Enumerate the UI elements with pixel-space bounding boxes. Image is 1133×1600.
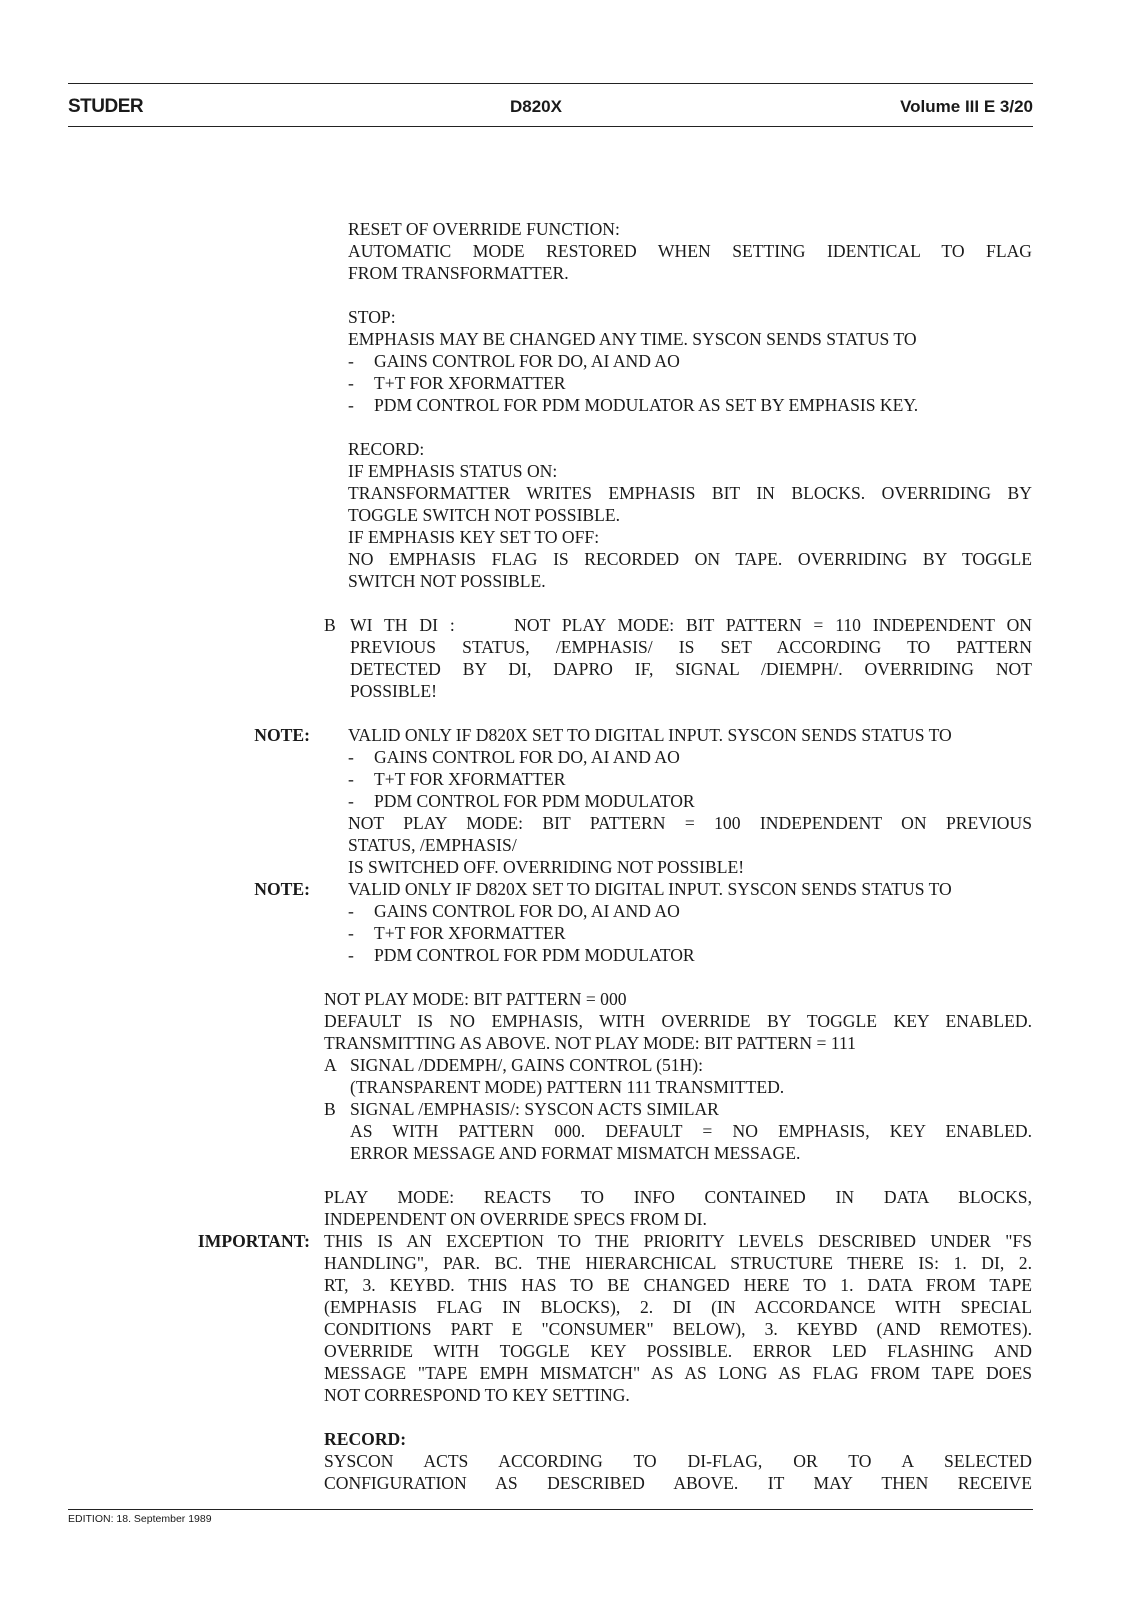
text-line: CONDITIONS PART E "CONSUMER" BELOW), 3. KEYBD (AND REMOTES).: [324, 1319, 1032, 1339]
text-line: DETECTED BY DI, DAPRO IF, SIGNAL /DIEMPH/. OVERRIDING NOT: [350, 659, 1032, 679]
text-line: FROM TRANSFORMATTER.: [348, 263, 569, 283]
text-line: NO EMPHASIS FLAG IS RECORDED ON TAPE. OVERRIDING BY TOGGLE: [348, 549, 1032, 569]
text-line: RT, 3. KEYBD. THIS HAS TO BE CHANGED HERE TO 1. DATA FROM TAPE: [324, 1275, 1032, 1295]
text-line: EMPHASIS MAY BE CHANGED ANY TIME. SYSCON SENDS STATUS TO: [348, 329, 917, 349]
text-line: TRANSFORMATTER WRITES EMPHASIS BIT IN BLOCKS. OVERRIDING BY: [348, 483, 1032, 503]
text-line: NOT PLAY MODE: BIT PATTERN = 000: [324, 989, 627, 1009]
list-item: - GAINS CONTROL FOR DO, AI AND AO: [348, 351, 680, 371]
header-top-rule: [68, 83, 1033, 84]
list-item-b: [324, 1098, 1032, 1164]
list-item: - T+T FOR XFORMATTER: [348, 769, 566, 789]
with-di-section: [0, 614, 1133, 702]
text-line: RESET OF OVERRIDE FUNCTION:: [348, 219, 620, 239]
important-label: IMPORTANT:: [197, 1231, 310, 1251]
text-line: TRANSMITTING AS ABOVE. NOT PLAY MODE: BIT PATTERN = 111: [324, 1033, 856, 1053]
note-label: NOTE:: [254, 879, 310, 899]
record-di-section: [0, 1428, 1133, 1494]
text-line: VALID ONLY IF D820X SET TO DIGITAL INPUT. SYSCON SENDS STATUS TO: [348, 879, 952, 899]
text-line: IF EMPHASIS KEY SET TO OFF:: [348, 527, 600, 547]
model-name: D820X: [510, 97, 562, 116]
text-line: (TRANSPARENT MODE) PATTERN 111 TRANSMITTED.: [350, 1077, 785, 1097]
list-item: - GAINS CONTROL FOR DO, AI AND AO: [348, 747, 680, 767]
list-item-a: [324, 1054, 1032, 1098]
text-line: SWITCH NOT POSSIBLE.: [348, 571, 546, 591]
text-line: STOP:: [348, 307, 396, 327]
footer-rule: [68, 1509, 1033, 1510]
text-line: HANDLING", PAR. BC. THE HIERARCHICAL STRUCTURE THERE IS: 1. DI, 2.: [324, 1253, 1032, 1273]
text-line: IS SWITCHED OFF. OVERRIDING NOT POSSIBLE!: [348, 857, 745, 877]
list-item: - PDM CONTROL FOR PDM MODULATOR: [348, 791, 695, 811]
section-heading: RECORD:: [324, 1429, 407, 1449]
list-item: - PDM CONTROL FOR PDM MODULATOR: [348, 945, 695, 965]
text-line: VALID ONLY IF D820X SET TO DIGITAL INPUT. SYSCON SENDS STATUS TO: [348, 725, 952, 745]
text-line: THIS IS AN EXCEPTION TO THE PRIORITY LEVELS DESCRIBED UNDER "FS: [324, 1231, 1032, 1251]
note-block-2: [0, 878, 1133, 966]
text-line: POSSIBLE!: [350, 681, 438, 701]
edition-footer: EDITION: 18. September 1989: [68, 1513, 212, 1525]
list-item: - GAINS CONTROL FOR DO, AI AND AO: [348, 901, 680, 921]
important-block: [0, 1230, 1133, 1406]
text-line: AS WITH PATTERN 000. DEFAULT = NO EMPHASIS, KEY ENABLED.: [350, 1121, 1032, 1141]
text-line: PLAY MODE: REACTS TO INFO CONTAINED IN DATA BLOCKS,: [324, 1187, 1032, 1207]
list-marker: A: [324, 1055, 337, 1075]
note-block-1: [0, 724, 1133, 878]
text-line: SYSCON ACTS ACCORDING TO DI-FLAG, OR TO A SELECTED: [324, 1451, 1032, 1471]
text-line: OVERRIDE WITH TOGGLE KEY POSSIBLE. ERROR LED FLASHING AND: [324, 1341, 1032, 1361]
text-line: (EMPHASIS FLAG IN BLOCKS), 2. DI (IN ACCORDANCE WITH SPECIAL: [324, 1297, 1032, 1317]
list-marker: B: [324, 1099, 336, 1119]
text-line: WI TH DI : NOT PLAY MODE: BIT PATTERN = 110 INDEPENDENT ON: [350, 615, 1032, 635]
list-item: - T+T FOR XFORMATTER: [348, 923, 566, 943]
text-line: TOGGLE SWITCH NOT POSSIBLE.: [348, 505, 621, 525]
play-mode-section: [0, 1186, 1133, 1230]
list-marker: B: [324, 615, 336, 635]
text-line: PREVIOUS STATUS, /EMPHASIS/ IS SET ACCORDING TO PATTERN: [350, 637, 1032, 657]
text-line: SIGNAL /EMPHASIS/: SYSCON ACTS SIMILAR: [350, 1099, 719, 1119]
page-header: [68, 96, 1033, 120]
not-play-mode-section: [0, 988, 1133, 1164]
text-line: NOT PLAY MODE: BIT PATTERN = 100 INDEPENDENT ON PREVIOUS: [348, 813, 1032, 833]
text-line: AUTOMATIC MODE RESTORED WHEN SETTING IDENTICAL TO FLAG: [348, 241, 1032, 261]
text-line: IF EMPHASIS STATUS ON:: [348, 461, 558, 481]
list-item: - T+T FOR XFORMATTER: [348, 373, 566, 393]
text-line: STATUS, /EMPHASIS/: [348, 835, 517, 855]
stop-section: [0, 306, 1133, 416]
reset-override-section: [0, 218, 1133, 284]
document-body: [0, 218, 1133, 1494]
text-line: SIGNAL /DDEMPH/, GAINS CONTROL (51H):: [350, 1055, 704, 1075]
record-section: [0, 438, 1133, 592]
text-line: INDEPENDENT ON OVERRIDE SPECS FROM DI.: [324, 1209, 707, 1229]
text-line: CONFIGURATION AS DESCRIBED ABOVE. IT MAY THEN RECEIVE: [324, 1473, 1032, 1493]
list-item: - PDM CONTROL FOR PDM MODULATOR AS SET BY EMPHASIS KEY.: [348, 395, 919, 415]
note-label: NOTE:: [254, 725, 310, 745]
header-bottom-rule: [68, 126, 1033, 127]
text-line: RECORD:: [348, 439, 425, 459]
text-line: DEFAULT IS NO EMPHASIS, WITH OVERRIDE BY TOGGLE KEY ENABLED.: [324, 1011, 1032, 1031]
text-line: MESSAGE "TAPE EMPH MISMATCH" AS AS LONG AS FLAG FROM TAPE DOES: [324, 1363, 1032, 1383]
text-line: NOT CORRESPOND TO KEY SETTING.: [324, 1385, 630, 1405]
volume-page-ref: Volume III E 3/20: [900, 97, 1033, 116]
studer-logo: STUDER: [68, 96, 144, 117]
text-line: ERROR MESSAGE AND FORMAT MISMATCH MESSAGE.: [350, 1143, 801, 1163]
